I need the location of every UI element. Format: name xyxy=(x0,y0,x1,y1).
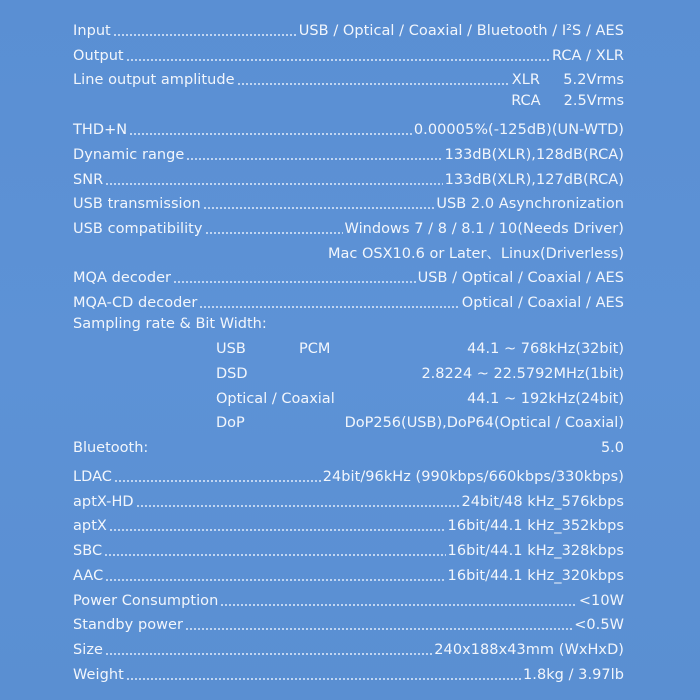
spec-row-standby-power xyxy=(73,613,624,637)
spec-value: 24bit/48 kHz_576kbps xyxy=(461,494,624,510)
sampling-heading: Sampling rate & Bit Width: xyxy=(73,316,267,332)
sampling-source: DoP xyxy=(216,415,245,431)
spec-row-weight xyxy=(73,663,624,687)
spec-row-ldac xyxy=(73,465,624,489)
sampling-format: PCM xyxy=(299,341,331,357)
spec-value: 16bit/44.1 kHz_328kbps xyxy=(447,543,624,559)
spec-row-size xyxy=(73,638,624,662)
spec-label: aptX xyxy=(73,518,107,534)
leader-dots xyxy=(205,232,343,234)
spec-value: 133dB(XLR),128dB(RCA) xyxy=(444,147,624,163)
leader-dots xyxy=(220,604,577,606)
spec-label: Size xyxy=(73,642,103,658)
spec-row-line-output-amplitude xyxy=(73,68,624,92)
spec-label: Weight xyxy=(73,667,124,683)
leader-dots xyxy=(105,579,445,581)
sampling-value: 2.8224 ~ 22.5792MHz(1bit) xyxy=(421,366,624,382)
spec-label: Output xyxy=(73,48,124,64)
spec-label: USB compatibility xyxy=(73,221,203,237)
spec-value: USB 2.0 Asynchronization xyxy=(436,196,624,212)
leader-dots xyxy=(126,678,521,680)
leader-dots xyxy=(126,59,550,61)
spec-row-input xyxy=(73,19,624,43)
spec-value: USB / Optical / Coaxial / Bluetooth / I²S / AES xyxy=(298,23,624,39)
spec-label: SNR xyxy=(73,172,104,188)
spec-row-aptx-hd xyxy=(73,490,624,514)
sampling-value: DoP256(USB),DoP64(Optical / Coaxial) xyxy=(344,415,624,431)
spec-label: Input xyxy=(73,23,111,39)
spec-value: Optical / Coaxial / AES xyxy=(461,295,624,311)
spec-continuation-mac-linux: Mac OSX10.6 or Later、Linux(Driverless) xyxy=(328,246,624,262)
sampling-value: 44.1 ~ 768kHz(32bit) xyxy=(467,341,624,357)
spec-label: AAC xyxy=(73,568,104,584)
spec-label: Power Consumption xyxy=(73,593,219,609)
spec-value: 133dB(XLR),127dB(RCA) xyxy=(444,172,624,188)
spec-value: Windows 7 / 8 / 8.1 / 10(Needs Driver) xyxy=(344,221,624,237)
spec-label: THD+N xyxy=(73,122,128,138)
spec-label: SBC xyxy=(73,543,103,559)
leader-dots xyxy=(109,529,446,531)
spec-value: 16bit/44.1 kHz_352kbps xyxy=(447,518,624,534)
spec-value: 240x188x43mm (WxHxD) xyxy=(434,642,624,658)
leader-dots xyxy=(129,133,412,135)
spec-label: MQA-CD decoder xyxy=(73,295,198,311)
spec-row-dynamic-range xyxy=(73,143,624,167)
spec-label: USB transmission xyxy=(73,196,201,212)
spec-continuation-rca-amplitude: RCA 2.5Vrms xyxy=(511,93,624,109)
spec-label: Line output amplitude xyxy=(73,72,235,88)
leader-dots xyxy=(203,207,435,209)
sampling-value: 44.1 ~ 192kHz(24bit) xyxy=(467,391,624,407)
leader-dots xyxy=(113,34,297,36)
spec-row-usb-transmission xyxy=(73,192,624,216)
spec-row-thd-n xyxy=(73,118,624,142)
leader-dots xyxy=(105,653,432,655)
spec-row-usb-compatibility xyxy=(73,217,624,241)
leader-dots xyxy=(185,628,572,630)
bluetooth-label: Bluetooth: xyxy=(73,440,149,456)
sampling-source: USB xyxy=(216,341,246,357)
spec-label: Standby power xyxy=(73,617,184,633)
leader-dots xyxy=(136,505,460,507)
spec-value: <10W xyxy=(578,593,624,609)
spec-row-output xyxy=(73,44,624,68)
spec-row-snr xyxy=(73,168,624,192)
spec-label: aptX-HD xyxy=(73,494,134,510)
spec-label: MQA decoder xyxy=(73,270,172,286)
leader-dots xyxy=(105,183,442,185)
spec-value: 1.8kg / 3.97lb xyxy=(523,667,624,683)
leader-dots xyxy=(237,83,510,85)
spec-value: 0.00005%(-125dB)(UN-WTD) xyxy=(413,122,624,138)
spec-label: LDAC xyxy=(73,469,112,485)
spec-value: RCA / XLR xyxy=(551,48,624,64)
bluetooth-version: 5.0 xyxy=(600,440,624,456)
leader-dots xyxy=(186,158,442,160)
leader-dots xyxy=(199,306,459,308)
spec-value: 16bit/44.1 kHz_320kbps xyxy=(447,568,624,584)
spec-value: USB / Optical / Coaxial / AES xyxy=(417,270,624,286)
spec-label: Dynamic range xyxy=(73,147,185,163)
spec-row-power-consumption xyxy=(73,589,624,613)
sampling-source: DSD xyxy=(216,366,248,382)
spec-row-mqa-cd-decoder xyxy=(73,291,624,315)
leader-dots xyxy=(104,554,445,556)
spec-value: <0.5W xyxy=(574,617,624,633)
spec-row-mqa-decoder xyxy=(73,266,624,290)
spec-value: 24bit/96kHz (990kbps/660kbps/330kbps) xyxy=(322,469,624,485)
spec-row-aac xyxy=(73,564,624,588)
spec-value: XLR 5.2Vrms xyxy=(511,72,624,88)
leader-dots xyxy=(173,281,416,283)
sampling-source: Optical / Coaxial xyxy=(216,391,335,407)
spec-row-sbc xyxy=(73,539,624,563)
leader-dots xyxy=(114,480,321,482)
spec-row-aptx xyxy=(73,514,624,538)
